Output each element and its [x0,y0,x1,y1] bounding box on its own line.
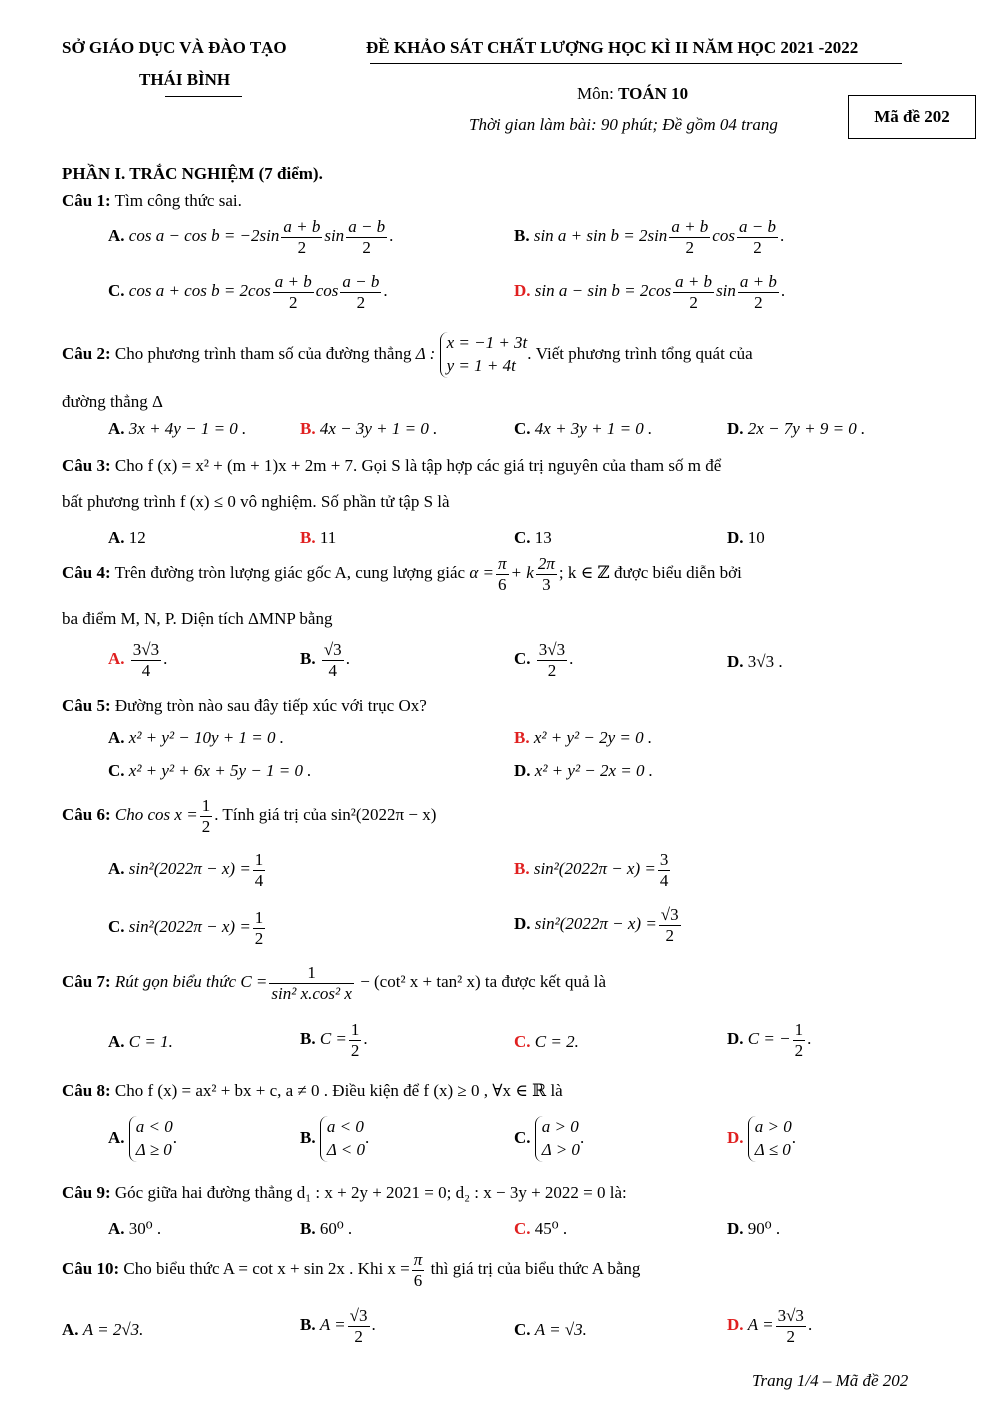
exam-code-box: Mã đề 202 [848,95,976,139]
question-8: Câu 8: Cho f (x) = ax² + bx + c, a ≠ 0 . Điều kiện để f (x) ≥ 0 , ∀x ∈ ℝ là [62,1081,563,1100]
question-5: Câu 5: Đường tròn nào sau đây tiếp xúc với trục Ox? [62,696,427,715]
question-7: Câu 7: Rút gọn biểu thức C = $\frac{1}{\text{sin² x.cos² x}}$ − (cot² x + tan² x) ta được kết quả là [62,963,607,1003]
question-6: Câu 6: Cho cos x = $\frac{1}{2}$ . Tính giá trị của sin²(2022π − x) [62,796,437,836]
question-9: Câu 9: Góc giữa hai đường thẳng d₁ : x + 2y + 2021 = 0; d₂ : x − 3y + 2022 = 0 là: [62,1183,627,1202]
q4-option-d[interactable]: D. 3√3 . [727,652,783,671]
q4-option-c[interactable]: C. $\frac{3√3}{2}$ . [514,640,574,680]
q8-option-b[interactable]: B. a < 0 Δ < 0 . [300,1116,369,1162]
q5-option-d[interactable]: D. x² + y² − 2x = 0 . [514,761,654,780]
q5-option-a[interactable]: A. x² + y² − 10y + 1 = 0 . [108,728,284,747]
subject-line: Môn: TOÁN 10 [577,84,689,103]
q3-option-d[interactable]: D. 10 [727,528,765,547]
q9-option-b[interactable]: B. 60⁰ . [300,1219,353,1238]
question-3: Câu 3: Cho f (x) = x² + (m + 1)x + 2m + 7. Gọi S là tập hợp các giá trị nguyên của tham số m để [62,456,722,475]
q9-option-d[interactable]: D. 90⁰ . [727,1219,781,1238]
q7-option-d[interactable]: D. C = − $\frac{1}{2}$ . [727,1020,812,1060]
q7-option-b[interactable]: B. C = $\frac{1}{2}$ . [300,1020,368,1060]
q1-option-c[interactable]: C. cos a + cos b = 2cos $\frac{a + b}{2}$ cos $\frac{a - b}{2}$ . [108,272,388,312]
question-2-cont: đường thẳng Δ [62,392,163,411]
title-underline [370,63,902,64]
q9-option-c[interactable]: C. 45⁰ . [514,1219,568,1238]
q6-option-c[interactable]: C. sin²(2022π − x) = $\frac{1}{2}$ [108,908,264,948]
department-line1: SỞ GIÁO DỤC VÀ ĐÀO TẠO [62,38,287,57]
department-line2: THÁI BÌNH [139,70,231,89]
time-info: Thời gian làm bài: 90 phút; Đề gồm 04 trang [469,115,778,134]
q10-option-a[interactable]: A. A = 2√3. [62,1320,144,1339]
subject: TOÁN 10 [618,84,689,103]
q8-option-c[interactable]: C. a > 0 Δ > 0 . [514,1116,584,1162]
q2-option-d[interactable]: D. 2x − 7y + 9 = 0 . [727,419,866,438]
exam-title: ĐỀ KHẢO SÁT CHẤT LƯỢNG HỌC KÌ II NĂM HỌC 2021 -2022 [366,38,859,57]
q7-option-c[interactable]: C. C = 2. [514,1032,579,1051]
q5-option-b[interactable]: B. x² + y² − 2y = 0 . [514,728,653,747]
q9-option-a[interactable]: A. 30⁰ . [108,1219,162,1238]
q10-option-b[interactable]: B. A = $\frac{√3}{2}$ . [300,1306,376,1346]
q8-option-d[interactable]: D. a > 0 Δ ≤ 0 . [727,1116,796,1162]
header-underline [165,96,242,97]
q6-option-b[interactable]: B. sin²(2022π − x) = $\frac{3}{4}$ [514,850,669,890]
q10-option-d[interactable]: D. A = $\frac{3√3}{2}$ . [727,1306,813,1346]
question-2: Câu 2: Cho phương trình tham số của đường thẳng Δ : x = −1 + 3t y = 1 + 4t . Viết phương trình tổng quát của [62,332,753,378]
question-1: Câu 1: Tìm công thức sai. [62,191,242,210]
q7-option-a[interactable]: A. C = 1. [108,1032,173,1051]
q10-option-c[interactable]: C. A = √3. [514,1320,587,1339]
q5-option-c[interactable]: C. x² + y² + 6x + 5y − 1 = 0 . [108,761,312,780]
q2-option-b[interactable]: B. 4x − 3y + 1 = 0 . [300,419,438,438]
question-4: Câu 4: Trên đường tròn lượng giác gốc A, cung lượng giác α = $\frac{\pi}{6}$ + k $\frac{2\pi}{3}$ ; k ∈ ℤ được biểu diễn bởi [62,554,742,594]
section-title: PHẦN I. TRẮC NGHIỆM (7 điểm). [62,164,323,183]
q2-option-a[interactable]: A. 3x + 4y − 1 = 0 . [108,419,247,438]
q3-option-b[interactable]: B. 11 [300,528,337,547]
q1-option-d[interactable]: D. sin a − sin b = 2cos $\frac{a + b}{2}$ sin $\frac{a + b}{2}$ . [514,272,786,312]
q1-option-a[interactable]: A. cos a − cos b = −2sin $\frac{a + b}{2}$ sin $\frac{a - b}{2}$ . [108,217,394,257]
q6-option-a[interactable]: A. sin²(2022π − x) = $\frac{1}{4}$ [108,850,264,890]
question-3-cont: bất phương trình f (x) ≤ 0 vô nghiệm. Số phần tử tập S là [62,492,450,511]
q3-option-c[interactable]: C. 13 [514,528,552,547]
q4-option-b[interactable]: B. $\frac{√3}{4}$ . [300,640,350,680]
q1-option-b[interactable]: B. sin a + sin b = 2sin $\frac{a + b}{2}$ cos $\frac{a - b}{2}$ . [514,217,785,257]
q4-option-a[interactable]: A. $\frac{3√3}{4}$ . [108,640,168,680]
q8-option-a[interactable]: A. a < 0 Δ ≥ 0 . [108,1116,177,1162]
page-footer: Trang 1/4 – Mã đề 202 [752,1371,909,1390]
question-4-cont: ba điểm M, N, P. Diện tích ΔMNP bằng [62,609,333,628]
q2-option-c[interactable]: C. 4x + 3y + 1 = 0 . [514,419,653,438]
q3-option-a[interactable]: A. 12 [108,528,146,547]
question-10: Câu 10: Cho biểu thức A = cot x + sin 2x . Khi x = $\frac{\pi}{6}$ thì giá trị của biểu thức A bằng [62,1250,641,1290]
q6-option-d[interactable]: D. sin²(2022π − x) = $\frac{√3}{2}$ [514,905,679,945]
